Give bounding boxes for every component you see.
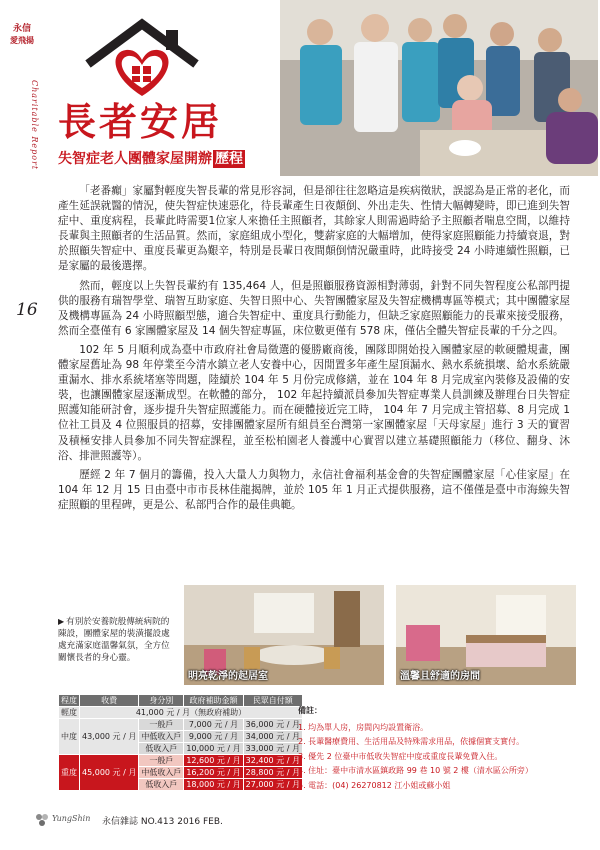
subsidy-cell: 9,000 元 / 月 — [184, 731, 243, 743]
self-pay-cell: 33,000 元 / 月 — [243, 743, 302, 755]
side-brand — [10, 24, 34, 46]
subsidy-cell: 18,000 元 / 月 — [184, 779, 243, 791]
triangle-pointer-icon: ▶ — [58, 617, 65, 626]
header-fee: 收費 — [80, 695, 139, 707]
header-self-pay: 民眾自付額 — [243, 695, 302, 707]
fee-table-header-row — [59, 695, 303, 707]
page-footer — [20, 812, 420, 828]
self-pay-cell: 27,000 元 / 月 — [243, 779, 302, 791]
table-row — [59, 707, 303, 719]
self-pay-cell: 34,000 元 / 月 — [243, 731, 302, 743]
subsidy-cell: 7,000 元 / 月 — [184, 719, 243, 731]
identity-cell: 低收入戶 — [139, 743, 184, 755]
photo-caption — [58, 616, 176, 664]
subsidy-cell: 16,200 元 / 月 — [184, 767, 243, 779]
bedroom-label: 溫馨且舒適的房間 — [400, 671, 480, 682]
page-title: 長者安居 — [58, 99, 223, 144]
bedroom-photo — [396, 585, 576, 685]
mild-fee-cell: 41,000 元 / 月（無政府補助） — [80, 707, 303, 719]
note-item: 5. 電話：(04) 26270812 江小姐或蘇小姐 — [298, 780, 451, 790]
house-heart-logo — [80, 18, 204, 106]
identity-cell: 一般戶 — [139, 719, 184, 731]
identity-cell: 低收入戶 — [139, 779, 184, 791]
moderate-level-cell: 中度 — [59, 719, 80, 755]
side-brand-line1: 永信 — [12, 24, 31, 34]
table-row — [59, 719, 303, 731]
subsidy-cell: 12,600 元 / 月 — [184, 755, 243, 767]
living-room-photo — [184, 585, 384, 685]
article-paragraph-1: 「老番癲」家屬對輕度失智長輩的常見形容詞，但是卻往往忽略這是疾病徵狀，誤認為是正常的老化，而產生延誤就醫的情況，使失智症快速惡化，待長輩產生日夜顛倒、外出走失、性情大幅轉變時，即已進到失智症中、重度病程，長輩此時需要1位家人來擔任主照顧者，其餘家人則需過時給予主照顧者喘息空間，以維持長輩與主照顧者的生活品質。然而，家庭組成小型化，雙薪家庭的大幅增加，使得家庭照顧能力持續衰退，對於照顧失智症中、重度長輩更為艱辛，特別是長輩日夜間顛倒情況嚴重時，此時接受 24 小時連續性照顧，已是家屬的最後選擇。 — [58, 185, 570, 273]
article-body — [58, 184, 570, 517]
living-room-label: 明亮乾淨的起居室 — [188, 671, 268, 682]
notes-title: 備註： — [298, 706, 322, 715]
note-item: 1. 均為單人房，房間內均設置衛浴。 — [298, 722, 429, 732]
moderate-fee-cell: 43,000 元 / 月 — [80, 719, 139, 755]
article-paragraph-4: 歷經 2 年 7 個月的籌備，投入大量人力與物力，永信社會福利基金會的失智症團體家屋「心佳家屋」在 104 年 12 月 15 日由臺中市市長林佳龍揭牌，並於 105 年 1 月正式提供服務，這不僅僅是臺中市海線失智症照顧的里程碑，更是公、私部門合作的最佳典範。 — [58, 468, 570, 511]
visit-photo — [280, 0, 598, 176]
article-paragraph-3: 102 年 5 月順利成為臺中市政府社會局徵選的優勝廠商後，團隊即開始投入團體家屋的軟硬體規畫，團體家屋舊址為 98 年停業至今清水鎮立老人安養中心，因閒置多年產生屋頂漏水、熱水系統損壞、給水系統嚴重漏水、排水系統堵塞等問題，陸續於 104 年 5 月份完成修繕，並在 104 年 8 月完成室內裝修及設備的安裝，也讓團體家屋逐漸成型。在軟體的部分， 102 年起持續派員參加失智症專業人員訓練及辦理台日失智症照護知能研討會，逐步提升失智症照護能力。而在硬體接近完工時， 104 年 7 月完成主管招募、8 月完成 1 位社工員及 4 位照服員的招募，安排團體家屋所有組員至台灣第一家團體家屋「天母家屋」進行 3 天的實習及積極安排人員參加不同失智症課程，並至松柏園老人養護中心實習以建立基礎照顧能力（移位、翻身、沐浴、排泄照護等）。 — [58, 343, 570, 462]
notes-box — [298, 704, 574, 793]
note-item: 2. 長輩醫療費用、生活用品及特殊需求用品，依據個實支實付。 — [298, 737, 525, 746]
side-brand-line2: 愛飛揚 — [10, 36, 34, 45]
visit-photo-illustration — [280, 0, 598, 176]
fee-table — [58, 694, 303, 791]
self-pay-cell: 28,800 元 / 月 — [243, 767, 302, 779]
severe-fee-cell: 45,000 元 / 月 — [80, 755, 139, 791]
identity-cell: 一般戶 — [139, 755, 184, 767]
mild-level-cell: 輕度 — [59, 707, 80, 719]
header-subsidy: 政府補助金額 — [184, 695, 243, 707]
self-pay-cell: 36,000 元 / 月 — [243, 719, 302, 731]
side-brand-english: Charitable Report — [30, 80, 39, 171]
header-level: 程度 — [59, 695, 80, 707]
header-identity: 身分別 — [139, 695, 184, 707]
subsidy-cell: 10,000 元 / 月 — [184, 743, 243, 755]
yungshin-logo-icon — [34, 812, 50, 828]
page-subtitle — [58, 150, 245, 168]
page-number: 16 — [16, 300, 38, 320]
self-pay-cell: 32,400 元 / 月 — [243, 755, 302, 767]
photo-caption-text: 有別於安養院般傳統病院的陳設，團體家屋的裝潢擺設處處充滿家庭溫馨氣氛，全方位關懷長者的身心靈。 — [58, 617, 170, 663]
subtitle-main: 失智症老人團體家屋開辦 — [58, 151, 212, 167]
table-row — [59, 755, 303, 767]
footer-magazine-info: 永信雜誌 NO.413 2016 FEB. — [102, 817, 223, 827]
subtitle-highlight: 歷程 — [215, 151, 243, 167]
article-paragraph-2: 然而，輕度以上失智長輩約有 135,464 人，但是照顧服務資源相對薄弱，針對不同失智程度公私部門提供的服務有瑞智學堂、瑞智互助家庭、失智日照中心、失智團體家屋及失智症機構專區等模式；其中團體家屋及機構專區為 24 小時照顧型態，適合失智症中、重度具行動能力，但缺乏家庭照顧能力的長輩來接受服務，然而全臺僅有 6 家團體家屋及 14 個失智症專區，床位數更僅有 578 床，僅佔全體失智症長輩的千分之四。 — [58, 279, 570, 337]
note-item: 3. 優先 2 位臺中市低收失智症中度或重度長輩免費入住。 — [298, 751, 503, 761]
identity-cell: 中低收入戶 — [139, 767, 184, 779]
footer-brand: YungShin — [52, 814, 91, 823]
note-item: 4. 住址：臺中市清水區鎮政路 99 巷 10 號 2 樓（清水區公所旁） — [298, 766, 533, 775]
severe-level-cell: 重度 — [59, 755, 80, 791]
identity-cell: 中低收入戶 — [139, 731, 184, 743]
